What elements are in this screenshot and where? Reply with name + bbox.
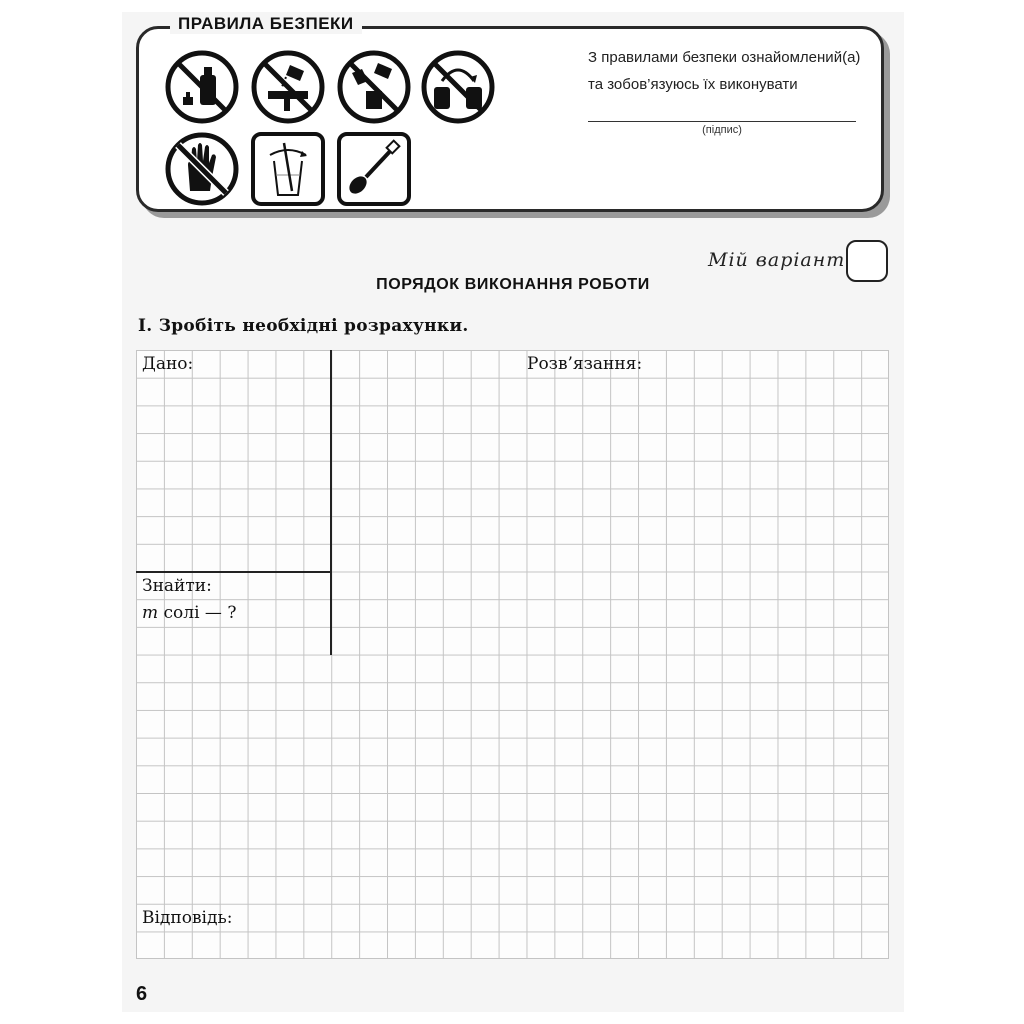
variant-label: Мій варіант bbox=[708, 249, 846, 271]
given-divider-vertical bbox=[330, 350, 332, 655]
no-pouring-to-sink-icon bbox=[250, 49, 326, 125]
given-label: Дано: bbox=[142, 354, 194, 374]
find-quantity-text: солі — ? bbox=[158, 603, 237, 623]
agreement-line-1: З правилами безпеки ознайомлений(а) bbox=[588, 49, 861, 66]
no-pouring-reagent-back-icon bbox=[336, 49, 412, 125]
given-divider-horizontal bbox=[136, 571, 332, 573]
page-number: 6 bbox=[136, 983, 148, 1005]
safety-rules-title: ПРАВИЛА БЕЗПЕКИ bbox=[170, 14, 362, 34]
calculation-grid[interactable] bbox=[136, 350, 889, 959]
stirring-rod-glass-icon bbox=[250, 131, 326, 207]
no-touching-hands-icon bbox=[164, 131, 240, 207]
signature-caption: (підпис) bbox=[702, 124, 742, 136]
section-title: ПОРЯДОК ВИКОНАННЯ РОБОТИ bbox=[376, 276, 650, 293]
find-quantity bbox=[142, 603, 236, 623]
task-heading: I. Зробіть необхідні розрахунки. bbox=[138, 316, 469, 336]
find-variable: m bbox=[142, 603, 159, 623]
find-label: Знайти: bbox=[142, 576, 212, 596]
solution-label: Розв’язання: bbox=[527, 354, 643, 374]
spatula-icon bbox=[336, 131, 412, 207]
no-mixing-containers-icon bbox=[420, 49, 496, 125]
signature-line[interactable] bbox=[588, 121, 856, 122]
no-tasting-bottles-icon bbox=[164, 49, 240, 125]
answer-label: Відповідь: bbox=[142, 908, 233, 928]
safety-agreement-text bbox=[588, 44, 860, 98]
agreement-line-2: та зобов’язуюсь їх виконувати bbox=[588, 76, 798, 93]
